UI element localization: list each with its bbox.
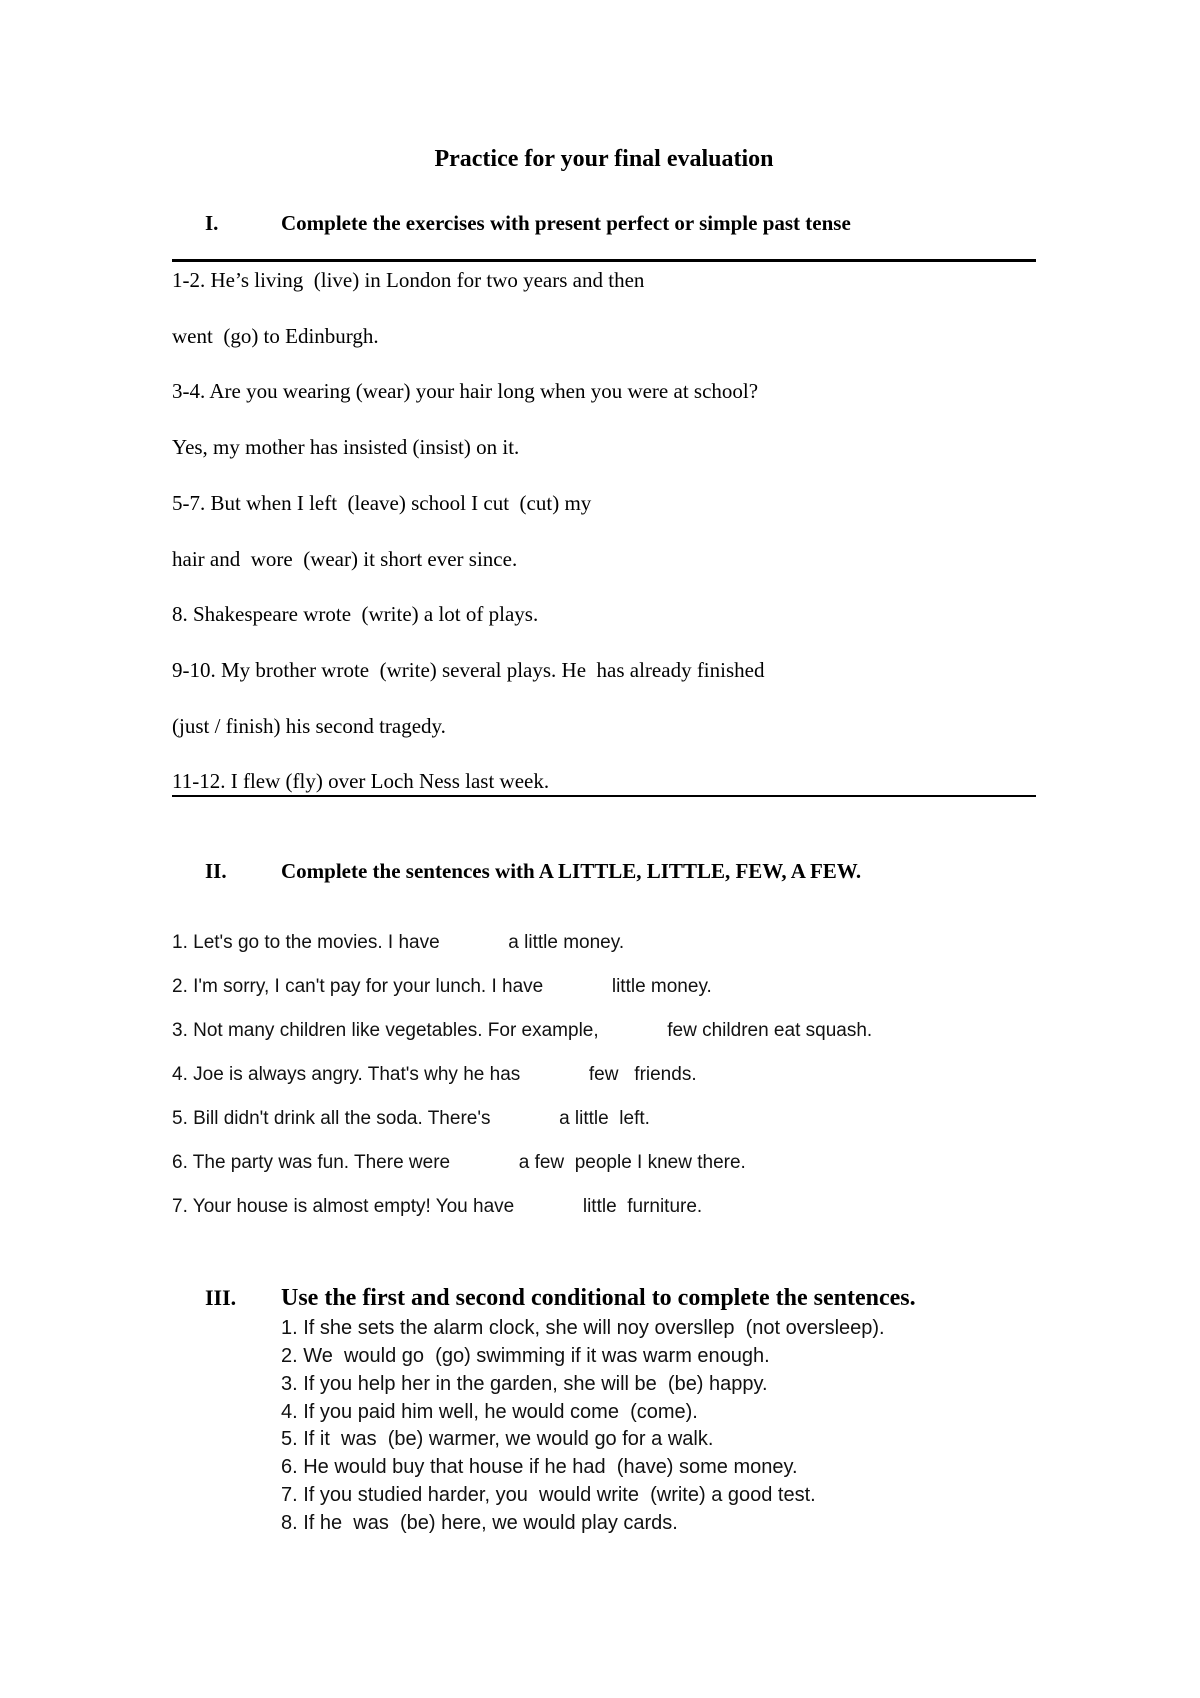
page-title-text: Practice for your final evaluation [434,146,774,172]
exercise-line: 9-10. My brother wrote (write) several plays. He has already finished [172,658,765,682]
conditional-line: 6. He would buy that house if he had (have) some money. [281,1456,798,1478]
section-1-number: I. [205,211,219,235]
conditional-line: 2. We would go (go) swimming if it was warm enough. [281,1345,770,1367]
sentence-line: 3. Not many children like vegetables. For example, few children eat squash. [172,1020,873,1041]
section-1-heading-text: Complete the exercises with present perfect or simple past tense [281,211,851,235]
sentence-line: 5. Bill didn't drink all the soda. There's a little left. [172,1108,650,1129]
exercise-line: 5-7. But when I left (leave) school I cut (cut) my [172,491,592,515]
conditional-line: 3. If you help her in the garden, she will be (be) happy. [281,1373,768,1395]
exercise-line: 3-4. Are you wearing (wear) your hair long when you were at school? [172,379,759,403]
section-3-heading [205,1283,916,1313]
exercise-line: 8. Shakespeare wrote (write) a lot of plays. [172,602,539,626]
conditional-line: 7. If you studied harder, you would write (write) a good test. [281,1484,816,1506]
sentence-line: 1. Let's go to the movies. I have a little money. [172,932,625,953]
exercise-line: (just / finish) his second tragedy. [172,714,446,738]
sentence-line: 6. The party was fun. There were a few people I knew there. [172,1152,746,1173]
conditional-line: 4. If you paid him well, he would come (come). [281,1401,698,1423]
sentence-line: 7. Your house is almost empty! You have little furniture. [172,1196,703,1217]
conditional-line: 5. If it was (be) warmer, we would go for a walk. [281,1428,714,1450]
page-title [0,144,1200,174]
section-1-bottom-rule [172,795,1036,797]
section-2-number: II. [205,859,227,883]
sentence-line: 2. I'm sorry, I can't pay for your lunch. I have little money. [172,976,712,997]
section-1-heading [205,209,851,237]
section-3-heading-text: Use the first and second conditional to complete the sentences. [281,1285,916,1311]
conditional-line: 8. If he was (be) here, we would play cards. [281,1512,678,1534]
sentence-line: 4. Joe is always angry. That's why he has few friends. [172,1064,697,1085]
exercise-line: 1-2. He’s living (live) in London for two years and then [172,268,645,292]
section-3-number: III. [205,1285,237,1310]
exercise-line: hair and wore (wear) it short ever since. [172,547,518,571]
section-1-top-rule [172,259,1036,262]
section-2-heading-text: Complete the sentences with A LITTLE, LITTLE, FEW, A FEW. [281,859,862,883]
exercise-line: 11-12. I flew (fly) over Loch Ness last week. [172,769,550,793]
exercise-line: Yes, my mother has insisted (insist) on it. [172,435,520,459]
section-2-heading [205,857,861,885]
conditional-line: 1. If she sets the alarm clock, she will noy oversllep (not oversleep). [281,1317,885,1339]
exercise-line: went (go) to Edinburgh. [172,324,379,348]
